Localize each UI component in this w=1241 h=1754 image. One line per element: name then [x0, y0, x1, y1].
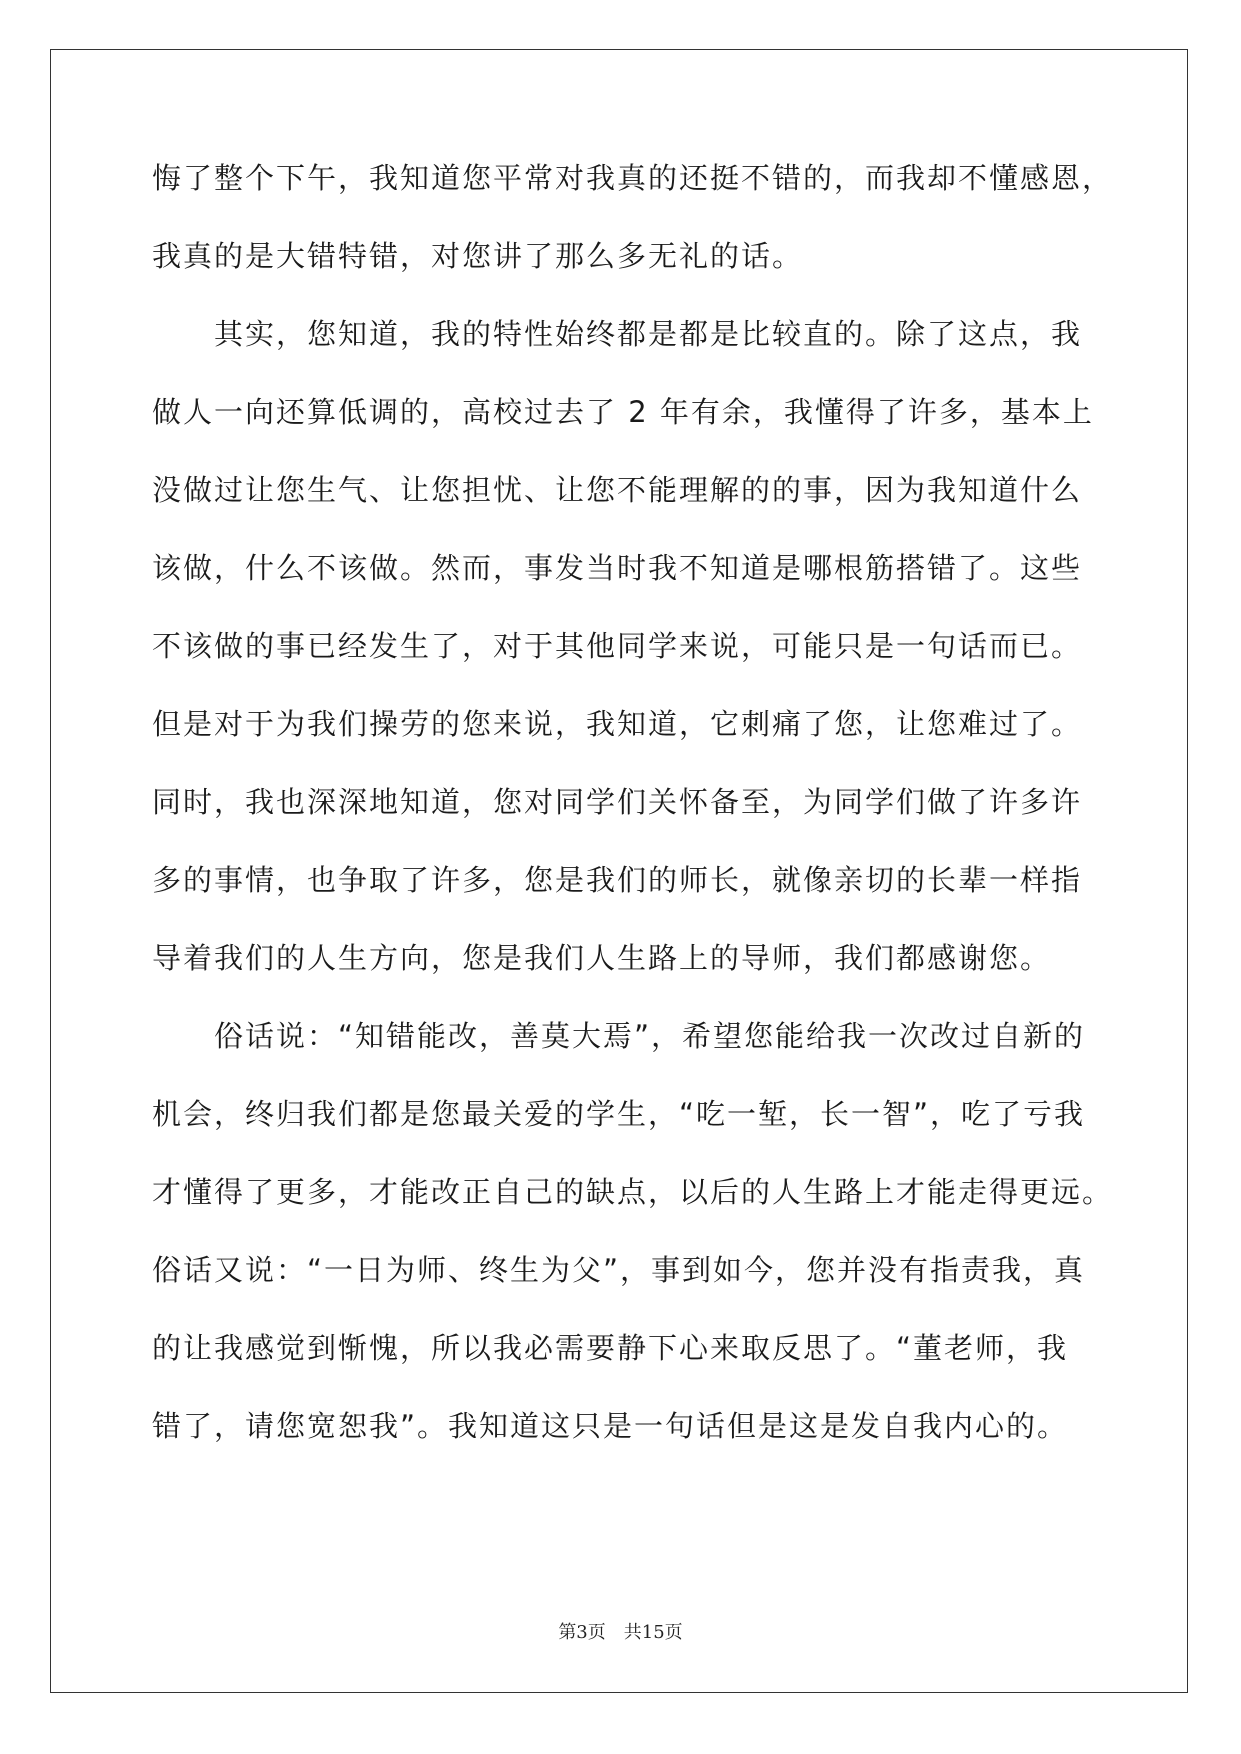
text-line: 但是对于为我们操劳的您来说，我知道，它刺痛了您，让您难过了。: [152, 707, 1083, 741]
text-line: 才懂得了更多，才能改正自己的缺点，以后的人生路上才能走得更远。: [152, 1175, 1114, 1209]
text-line: 的让我感觉到惭愧，所以我必需要静下心来取反思了。“董老师，我: [152, 1331, 1069, 1365]
text-line: 导着我们的人生方向，您是我们人生路上的导师，我们都感谢您。: [152, 941, 1052, 975]
text-line: 俗话又说：“一日为师、终生为父”，事到如今，您并没有指责我，真: [152, 1253, 1086, 1287]
text-line: 同时，我也深深地知道，您对同学们关怀备至，为同学们做了许多许: [152, 785, 1083, 819]
text-line: 多的事情，也争取了许多，您是我们的师长，就像亲切的长辈一样指: [152, 863, 1083, 897]
text-line: 俗话说：“知错能改，善莫大焉”，希望您能给我一次改过自新的: [152, 1019, 1086, 1053]
text-line: 我真的是大错特错，对您讲了那么多无礼的话。: [152, 239, 804, 273]
document-body: [152, 139, 1114, 1465]
text-line: 机会，终归我们都是您最关爱的学生，“吃一堑，长一智”，吃了亏我: [152, 1097, 1086, 1131]
text-line: 做人一向还算低调的，高校过去了 2 年有余，我懂得了许多，基本上: [152, 395, 1094, 429]
text-line: 其实，您知道，我的特性始终都是都是比较直的。除了这点，我: [152, 317, 1083, 351]
text-line: 错了，请您宽恕我”。我知道这只是一句话但是这是发自我内心的。: [152, 1409, 1069, 1443]
text-line: 该做，什么不该做。然而，事发当时我不知道是哪根筋搭错了。这些: [152, 551, 1083, 585]
page-number-footer: 第3页 共15页: [558, 1622, 683, 1643]
text-line: 悔了整个下午，我知道您平常对我真的还挺不错的，而我却不懂感恩，: [152, 161, 1114, 195]
text-line: 没做过让您生气、让您担忧、让您不能理解的的事，因为我知道什么: [152, 473, 1083, 507]
text-line: 不该做的事已经发生了，对于其他同学来说，可能只是一句话而已。: [152, 629, 1083, 663]
